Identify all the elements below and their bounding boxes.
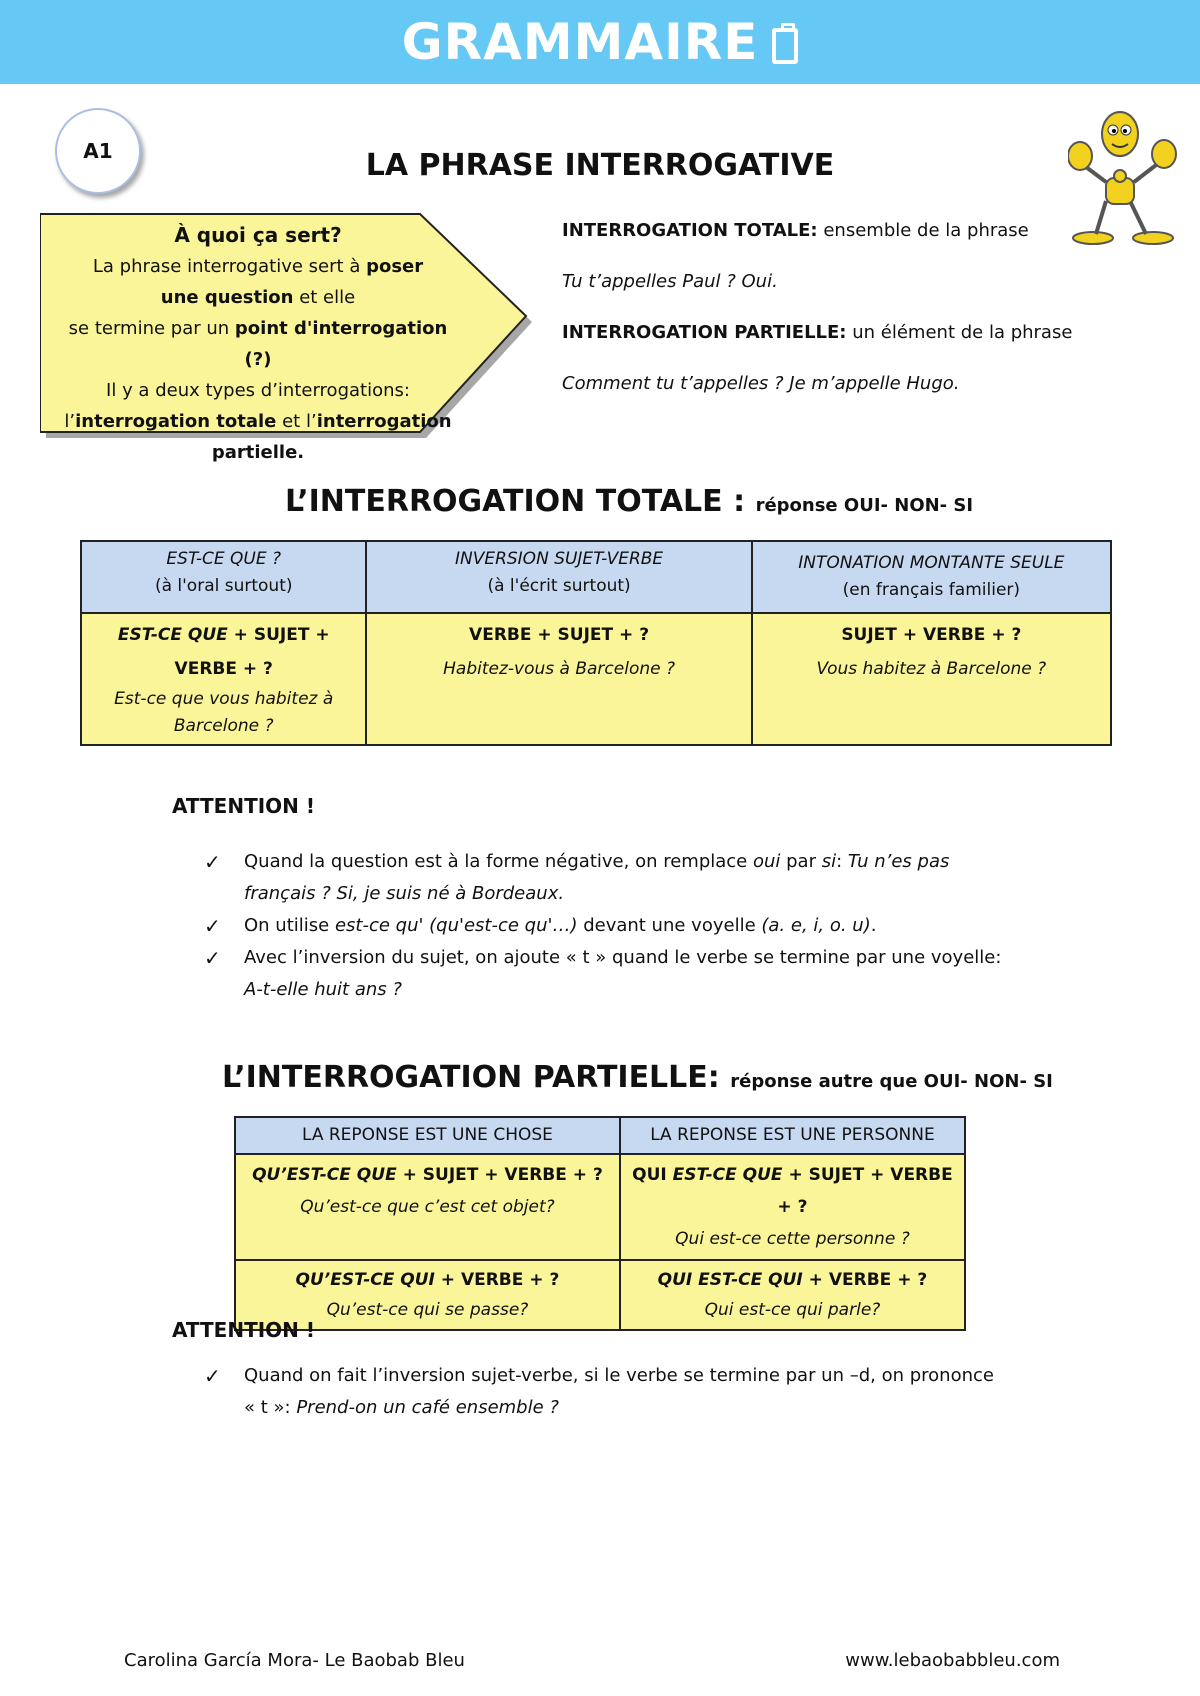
list-item: ✓ Quand la question est à la forme négative, on remplace oui par si: Tu n’es pas français ? Si, je suis né à Bordeaux.	[204, 846, 1064, 910]
attention-title: ATTENTION !	[172, 794, 315, 818]
info-line: partielle.	[211, 442, 305, 463]
example-totale: Tu t’appelles Paul ? Oui.	[562, 271, 778, 292]
table-cell: EST-CE QUE + SUJET + VERBE + ? Est-ce que vous habitez à Barcelone ?	[81, 613, 366, 745]
attention-title: ATTENTION !	[172, 1318, 315, 1342]
checkmark-icon: ✓	[204, 946, 221, 970]
definitions-block	[562, 214, 1162, 418]
footer-website: www.lebaobabbleu.com	[845, 1650, 1060, 1671]
footer-author: Carolina García Mora- Le Baobab Bleu	[124, 1650, 465, 1671]
level-badge: A1	[55, 108, 141, 194]
header-banner	[0, 0, 1200, 84]
list-item: ✓ Avec l’inversion du sujet, on ajoute « t » quand le verbe se termine par une voyelle: A-t-elle huit ans ?	[204, 942, 1064, 1006]
table-header: INTONATION MONTANTE SEULE (en français familier)	[752, 541, 1111, 613]
info-callout	[40, 212, 540, 463]
list-item: ✓ Quand on fait l’inversion sujet-verbe, si le verbe se termine par un –d, on prononce « t »: Prend-on un café ensemble ?	[204, 1360, 1064, 1424]
table-cell: SUJET + VERBE + ? Vous habitez à Barcelone ?	[752, 613, 1111, 745]
section-title-totale: L’INTERROGATION TOTALE : réponse OUI- NON- SI	[285, 484, 974, 519]
info-heading: À quoi ça sert?	[174, 223, 342, 247]
attention-list	[204, 846, 1064, 1006]
list-item: ✓ On utilise est-ce qu' (qu'est-ce qu'…) devant une voyelle (a. e, i, o. u).	[204, 910, 1064, 942]
definition-totale: INTERROGATION TOTALE: ensemble de la phrase	[562, 220, 1029, 241]
definition-partielle: INTERROGATION PARTIELLE: un élément de la phrase	[562, 322, 1073, 343]
info-line: Il y a deux types d’interrogations:	[106, 380, 410, 401]
checkmark-icon: ✓	[204, 914, 221, 938]
table-cell: QU’EST-CE QUE + SUJET + VERBE + ? Qu’est-ce que c’est cet objet?	[235, 1154, 620, 1260]
example-partielle: Comment tu t’appelles ? Je m’appelle Hugo.	[562, 373, 960, 394]
info-line: une question et elle	[160, 287, 356, 308]
table-header: EST-CE QUE ? (à l'oral surtout)	[81, 541, 366, 613]
table-cell: QUI EST-CE QUI + VERBE + ? Qui est-ce qui parle?	[620, 1260, 965, 1330]
info-line: se termine par un point d'interrogation (?)	[68, 318, 448, 370]
checkmark-icon: ✓	[204, 850, 221, 874]
table-partielle	[234, 1116, 966, 1331]
table-cell: QU’EST-CE QUI + VERBE + ? Qu’est-ce qui se passe?	[235, 1260, 620, 1330]
table-header: LA REPONSE EST UNE CHOSE	[235, 1117, 620, 1154]
page-title: LA PHRASE INTERROGATIVE	[365, 148, 835, 183]
table-totale	[80, 540, 1112, 746]
info-line: La phrase interrogative sert à poser	[92, 256, 424, 277]
info-line: l’interrogation totale et l’interrogation	[64, 411, 452, 432]
table-cell: QUI EST-CE QUE + SUJET + VERBE + ? Qui est-ce cette personne ?	[620, 1154, 965, 1260]
clipboard-icon	[772, 28, 798, 64]
attention-list	[204, 1360, 1064, 1424]
table-cell: VERBE + SUJET + ? Habitez-vous à Barcelone ?	[366, 613, 751, 745]
table-header: LA REPONSE EST UNE PERSONNE	[620, 1117, 965, 1154]
banner-title: GRAMMAIRE	[401, 13, 759, 71]
checkmark-icon: ✓	[204, 1364, 221, 1388]
section-title-partielle: L’INTERROGATION PARTIELLE: réponse autre que OUI- NON- SI	[222, 1060, 1053, 1095]
table-header: INVERSION SUJET-VERBE (à l'écrit surtout)	[366, 541, 751, 613]
